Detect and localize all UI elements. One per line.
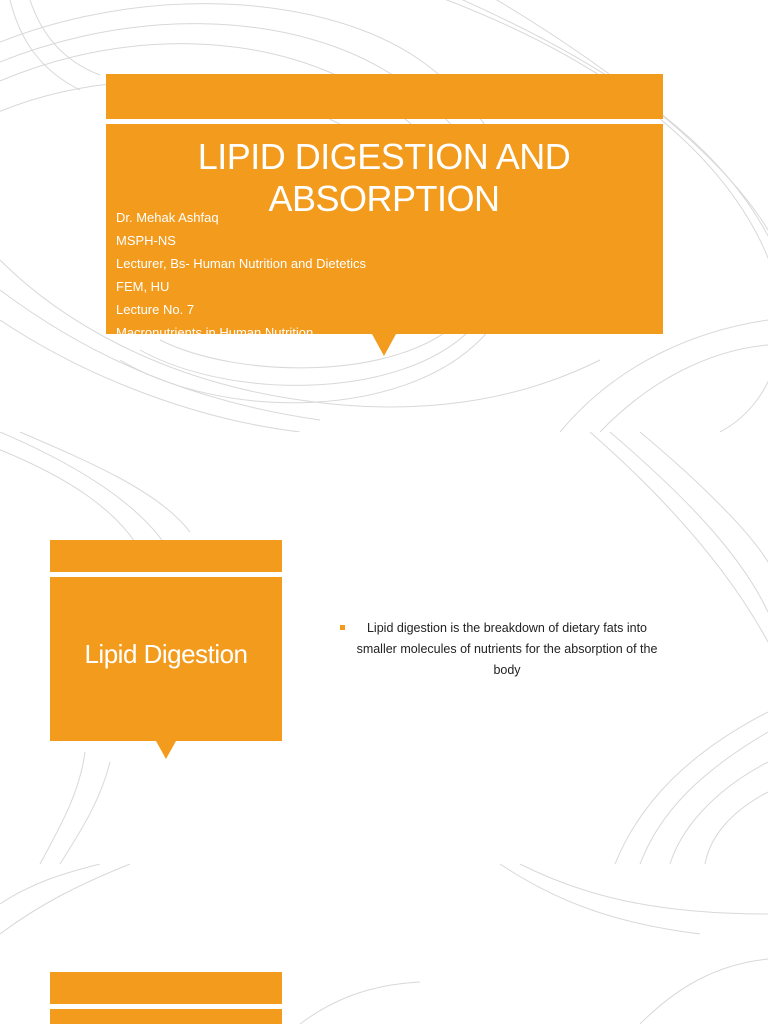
subtitle-position: Lecturer, Bs- Human Nutrition and Dietetics bbox=[116, 256, 366, 271]
next-slide-panel bbox=[50, 1009, 282, 1024]
slide-1 bbox=[0, 0, 768, 432]
subtitle-course: Macronutrients in Human Nutrition bbox=[116, 325, 314, 340]
heading-panel-pointer bbox=[156, 741, 176, 759]
slide-3 bbox=[0, 864, 768, 1024]
next-slide-top-band bbox=[50, 972, 282, 1004]
slide-title: LIPID DIGESTION AND ABSORPTION bbox=[197, 136, 571, 219]
section-heading: Lipid Digestion bbox=[84, 639, 248, 669]
bullet-item: Lipid digestion is the breakdown of dietary fats into smaller molecules of nutrients for the absorption of the body bbox=[356, 621, 658, 677]
subtitle-department: FEM, HU bbox=[116, 279, 170, 294]
subtitle-lecture-number: Lecture No. 7 bbox=[116, 302, 195, 317]
subtitle-list bbox=[116, 206, 366, 344]
title-panel bbox=[106, 124, 663, 340]
square-bullet-icon bbox=[340, 625, 345, 630]
title-top-band bbox=[106, 74, 663, 119]
subtitle-degree: MSPH-NS bbox=[116, 233, 176, 248]
subtitle-author: Dr. Mehak Ashfaq bbox=[116, 210, 219, 225]
heading-top-band bbox=[50, 540, 282, 572]
slide-2 bbox=[0, 432, 768, 864]
bullet-list bbox=[340, 618, 660, 681]
title-panel-pointer bbox=[372, 334, 396, 356]
heading-panel bbox=[50, 577, 282, 741]
